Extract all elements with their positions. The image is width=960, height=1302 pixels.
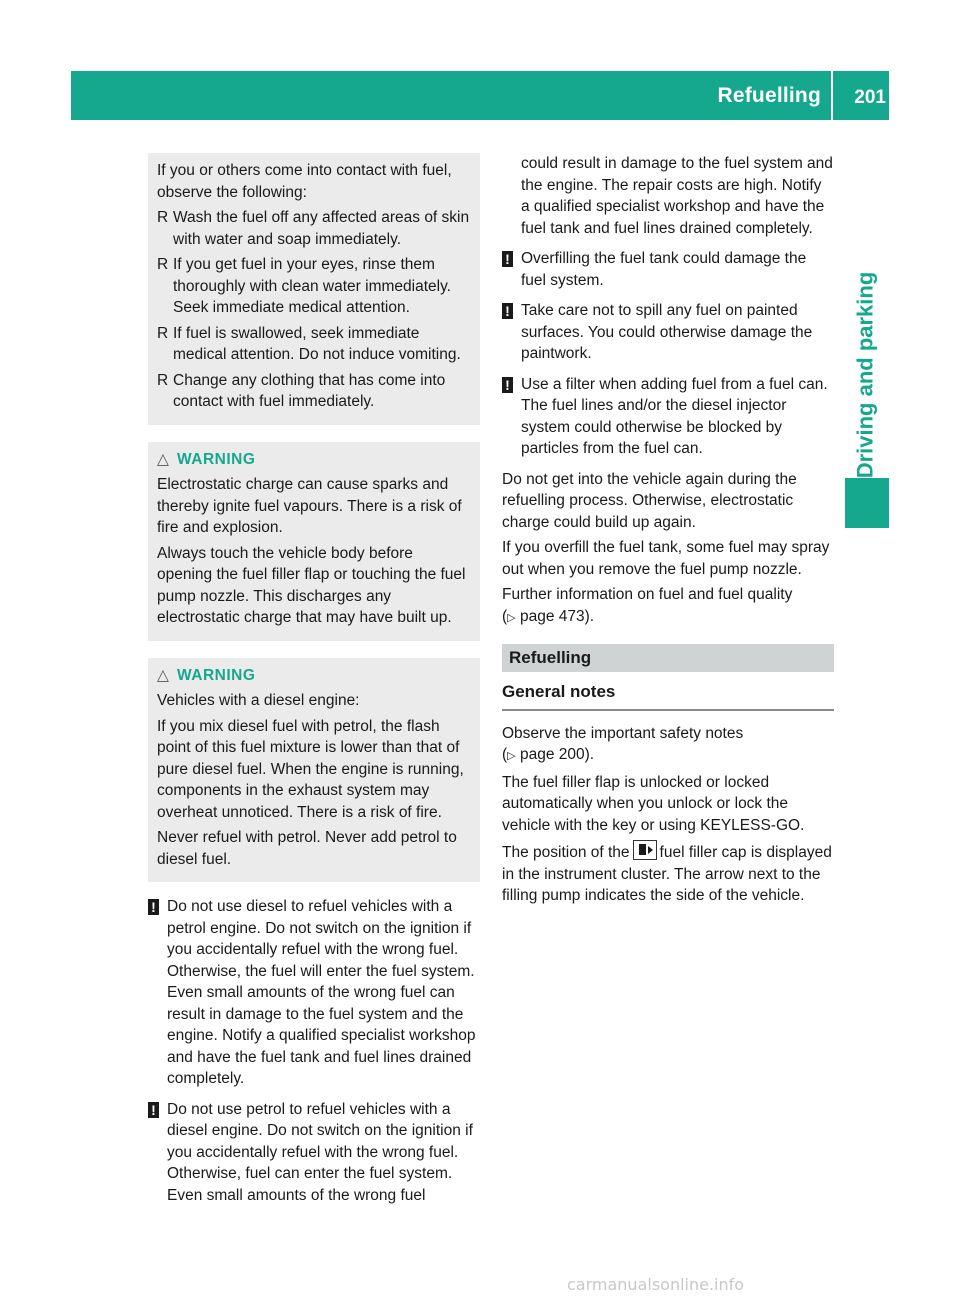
warning-paragraph: Never refuel with petrol. Never add petrol to diesel fuel. xyxy=(157,829,457,868)
header-divider xyxy=(831,71,833,120)
warning-paragraph: Vehicles with a diesel engine: xyxy=(157,692,360,709)
paragraph: The fuel filler flap is unlocked or locked automatically when you unlock or lock the vehicle with the key or using KEYLESS-GO. xyxy=(502,773,805,834)
exclamation-icon: ! xyxy=(148,899,159,915)
warning-box-electrostatic xyxy=(148,442,480,641)
caution-note: ! Overfilling the fuel tank could damage the fuel system. xyxy=(502,248,834,291)
exclamation-icon: ! xyxy=(502,303,513,319)
subheading: General notes xyxy=(502,681,834,711)
warning-title: △ WARNING xyxy=(157,665,472,687)
caution-note: ! Do not use diesel to refuel vehicles with a petrol engine. Do not switch on the ignition if you accidentally refuel with the wrong fuel. Otherwise, the fuel will enter the fuel system. Even small amounts of the wrong fuel can result in damage to the fuel system and the engine. Notify a qualified specialist workshop and have the fuel tank and fuel lines drained completely. xyxy=(148,896,480,1090)
warning-triangle-icon: △ xyxy=(157,666,170,684)
exclamation-icon: ! xyxy=(502,251,513,267)
contact-intro: If you or others come into contact with fuel, observe the following: xyxy=(157,162,452,201)
reference-arrow-icon: ▷ xyxy=(507,750,516,762)
warning-title: △ WARNING xyxy=(157,449,472,471)
safety-notes: Observe the important safety notes (▷ page 200). xyxy=(502,724,744,763)
exclamation-icon: ! xyxy=(148,1102,159,1118)
watermark: carmanualsonline.info xyxy=(567,1275,745,1294)
reference-arrow-icon: ▷ xyxy=(507,611,516,624)
caution-note: ! Do not use petrol to refuel vehicles with a diesel engine. Do not switch on the ignition if you accidentally refuel with the wrong fuel. Otherwise, fuel can enter the fuel system. Even small amounts of the wrong fuel xyxy=(148,1099,480,1207)
exclamation-icon: ! xyxy=(502,377,513,393)
header-bar xyxy=(71,71,889,120)
caution-note: ! Take care not to spill any fuel on painted surfaces. You could otherwise damage the paintwork. xyxy=(502,300,834,365)
note-continuation: could result in damage to the fuel system and the engine. The repair costs are high. Notify a qualified specialist workshop and have the fuel tank and fuel lines drained completely. xyxy=(521,155,833,237)
page-reference-link[interactable]: page 200). xyxy=(519,746,595,763)
fuel-contact-box xyxy=(148,153,480,425)
side-tab-label: Driving and parking xyxy=(852,271,878,478)
side-tab xyxy=(845,252,885,497)
further-info: Further information on fuel and fuel quality (▷ page 473). xyxy=(502,586,793,625)
section-heading: Refuelling xyxy=(502,644,834,672)
caution-note: ! Use a filter when adding fuel from a fuel can. The fuel lines and/or the diesel injector system could otherwise be blocked by particles from the fuel can. xyxy=(502,374,834,460)
warning-paragraph: Always touch the vehicle body before opening the fuel filler flap or touching the fuel pump nozzle. This discharges any electrostatic charge that may have built up. xyxy=(157,544,466,626)
paragraph: Do not get into the vehicle again during the refuelling process. Otherwise, electrostatic charge could build up again. xyxy=(502,470,797,531)
paragraph: The position of the fuel filler cap is displayed in the instrument cluster. The arrow next to the filling pump indicates the side of the vehicle. xyxy=(502,840,834,907)
paragraph: If you overfill the fuel tank, some fuel may spray out when you remove the fuel pump nozzle. xyxy=(502,539,830,578)
contact-bullets xyxy=(157,207,472,413)
section-title: Refuelling xyxy=(717,84,821,107)
list-item: R If you get fuel in your eyes, rinse them thoroughly with clean water immediately. Seek immediate medical attention. xyxy=(157,256,451,316)
right-column xyxy=(502,153,834,911)
page-number: 201 xyxy=(854,87,886,108)
warning-paragraph: If you mix diesel fuel with petrol, the flash point of this fuel mixture is lower than that of pure diesel fuel. When the engine is running, components in the exhaust system may overheat unnoticed. There is a risk of fire. xyxy=(157,717,464,821)
notes-list xyxy=(148,896,480,1206)
list-item: R If fuel is swallowed, seek immediate medical attention. Do not induce vomiting. xyxy=(157,324,461,363)
warning-paragraph: Electrostatic charge can cause sparks and thereby ignite fuel vapours. There is a risk of fire and explosion. xyxy=(157,476,462,536)
warning-triangle-icon: △ xyxy=(157,450,170,468)
list-item: R Change any clothing that has come into contact with fuel immediately. xyxy=(157,371,446,410)
side-tab-marker xyxy=(845,478,889,528)
page-reference-link[interactable]: page 473). xyxy=(519,607,595,625)
warning-box-diesel xyxy=(148,658,480,883)
fuel-pump-icon xyxy=(633,840,657,860)
left-column xyxy=(148,153,480,1215)
list-item: R Wash the fuel off any affected areas of skin with water and soap immediately. xyxy=(157,209,470,248)
